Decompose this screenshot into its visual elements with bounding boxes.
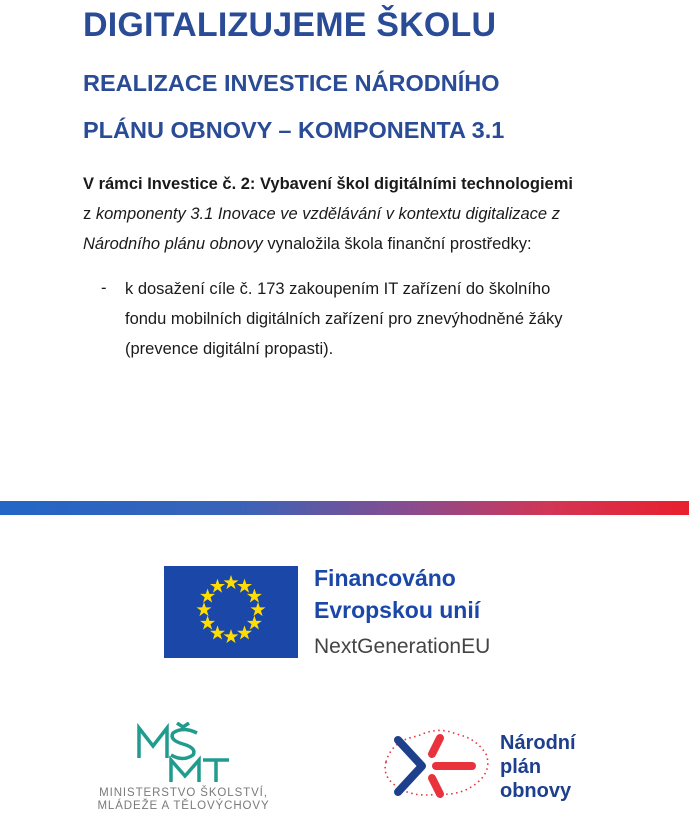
npo-emblem-icon bbox=[378, 722, 498, 806]
npo-line2: plán bbox=[500, 756, 542, 778]
intro-line-3 bbox=[83, 229, 532, 259]
page-subtitle-line1: REALIZACE INVESTICE NÁRODNÍHO bbox=[83, 70, 500, 96]
bullet-line-2: fondu mobilních digitálních zařízení pro znevýhodněné žáky bbox=[125, 310, 563, 328]
eu-flag-icon bbox=[164, 566, 298, 658]
msmt-caption-line1: MINISTERSTVO ŠKOLSTVÍ, bbox=[99, 787, 268, 799]
intro-line-2-prefix: z bbox=[83, 205, 96, 223]
msmt-caption bbox=[80, 787, 287, 813]
bullet-line-1: k dosažení cíle č. 173 zakoupením IT zařízení do školního bbox=[125, 280, 551, 298]
npo-line1: Národní bbox=[500, 732, 576, 754]
gradient-divider bbox=[0, 501, 689, 515]
intro-line-3-rest: vynaložila škola finanční prostředky: bbox=[262, 235, 532, 253]
msmt-caption-line2: MLÁDEŽE A TĚLOVÝCHOVY bbox=[97, 800, 270, 812]
intro-bold-line: V rámci Investice č. 2: Vybavení škol digitálními technologiemi bbox=[83, 175, 573, 193]
bullet-item bbox=[125, 274, 645, 364]
eu-logo-line3: NextGenerationEU bbox=[314, 635, 491, 658]
bullet-dash: - bbox=[101, 279, 107, 297]
npo-line3: obnovy bbox=[500, 780, 572, 802]
eu-logo-line1: Financováno bbox=[314, 565, 456, 591]
msmt-logo bbox=[133, 722, 233, 784]
eu-logo-line2: Evropskou unií bbox=[314, 597, 481, 623]
msmt-monogram-icon bbox=[133, 722, 233, 784]
intro-line-2-italic: komponenty 3.1 Inovace ve vzdělávání v kontextu digitalizace z bbox=[95, 205, 560, 223]
npo-logo-text bbox=[500, 731, 576, 803]
page-title: DIGITALIZUJEME ŠKOLU bbox=[83, 6, 497, 44]
intro-line-3-italic: Národního plánu obnovy bbox=[83, 235, 263, 253]
page-subtitle-line2: PLÁNU OBNOVY – KOMPONENTA 3.1 bbox=[83, 117, 505, 143]
intro-line-2 bbox=[83, 199, 560, 229]
bullet-line-3: (prevence digitální propasti). bbox=[125, 340, 334, 358]
